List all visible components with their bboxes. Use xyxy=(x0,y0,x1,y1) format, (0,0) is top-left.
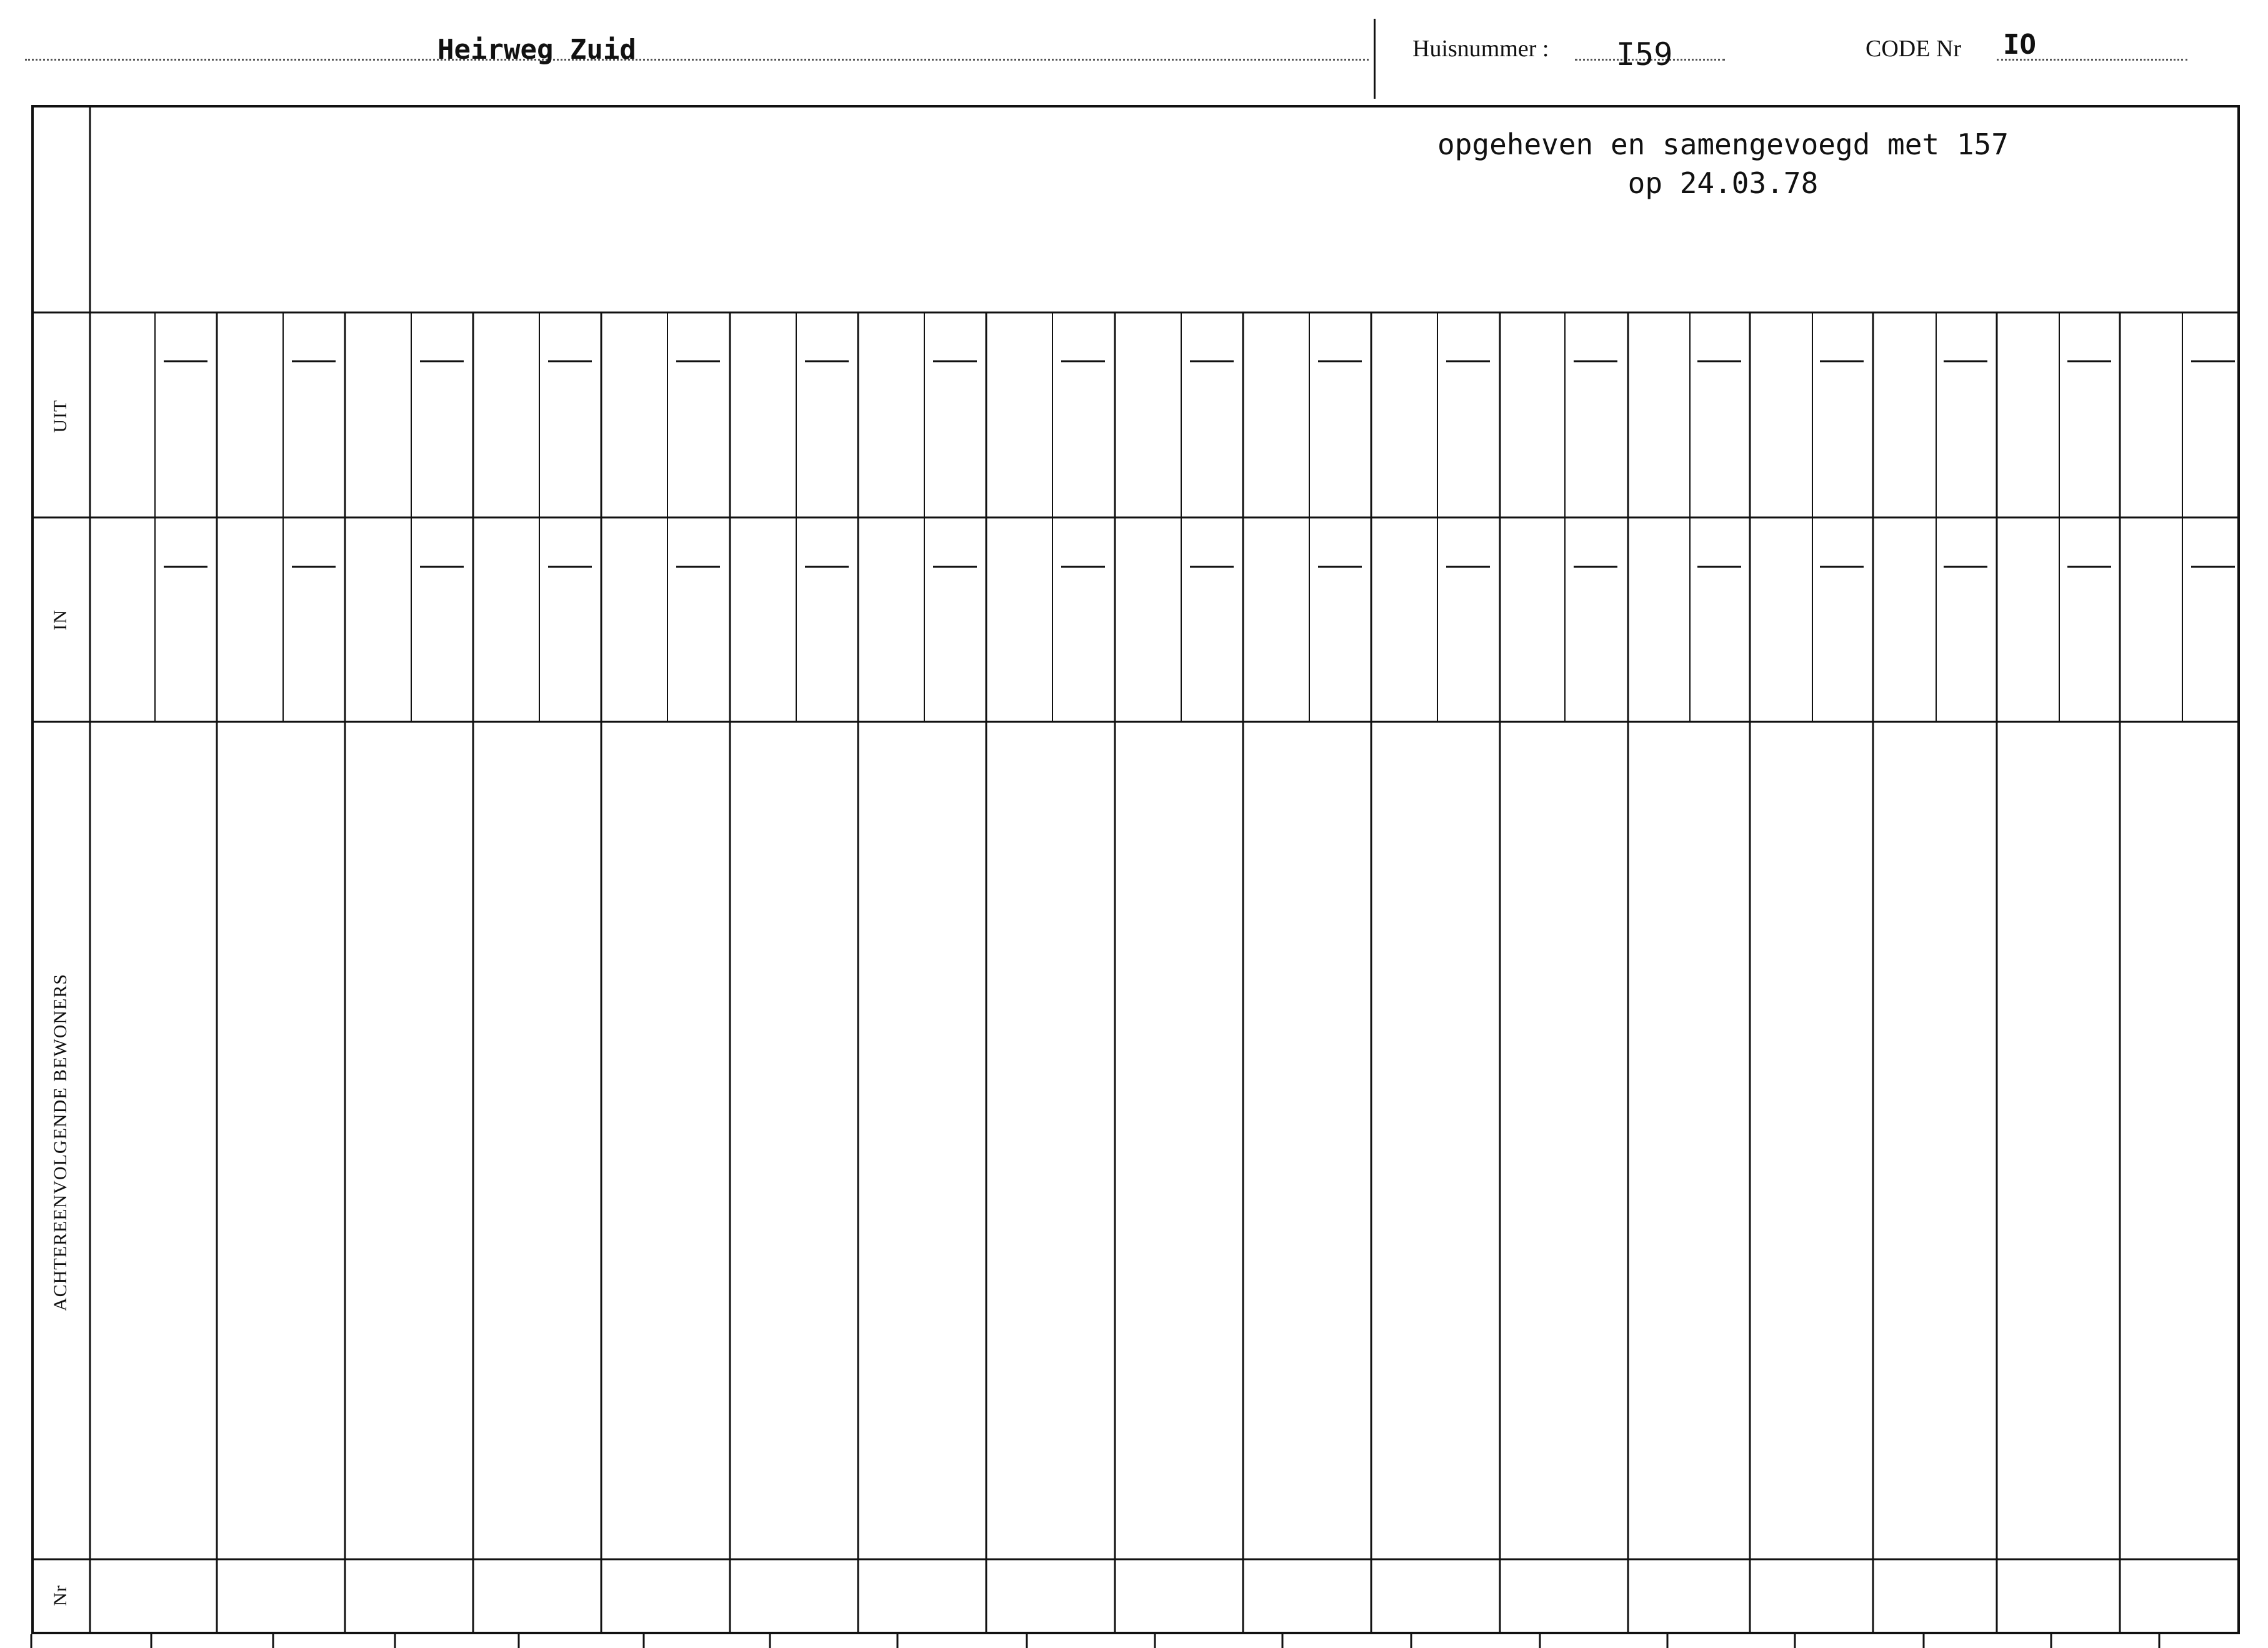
house-number-value: I59 xyxy=(1616,36,1673,72)
street-name: Heirweg Zuid xyxy=(437,34,636,66)
merge-note xyxy=(1437,125,2009,202)
out-row-label: UIT xyxy=(50,399,71,433)
in-row-label: IN xyxy=(50,609,71,631)
merge-note-line-2: op 24.03.78 xyxy=(1627,166,1819,200)
house-number-label: Huisnummer : xyxy=(1412,36,1549,62)
number-row-label: Nr xyxy=(50,1585,71,1606)
residents-row-label: ACHTEREENVOLGENDE BEWONERS xyxy=(50,973,71,1312)
code-number-value: IO xyxy=(2003,29,2036,61)
merge-note-line-1: opgeheven en samengevoegd met 157 xyxy=(1437,127,2009,161)
code-number-label: CODE Nr xyxy=(1866,36,1962,62)
